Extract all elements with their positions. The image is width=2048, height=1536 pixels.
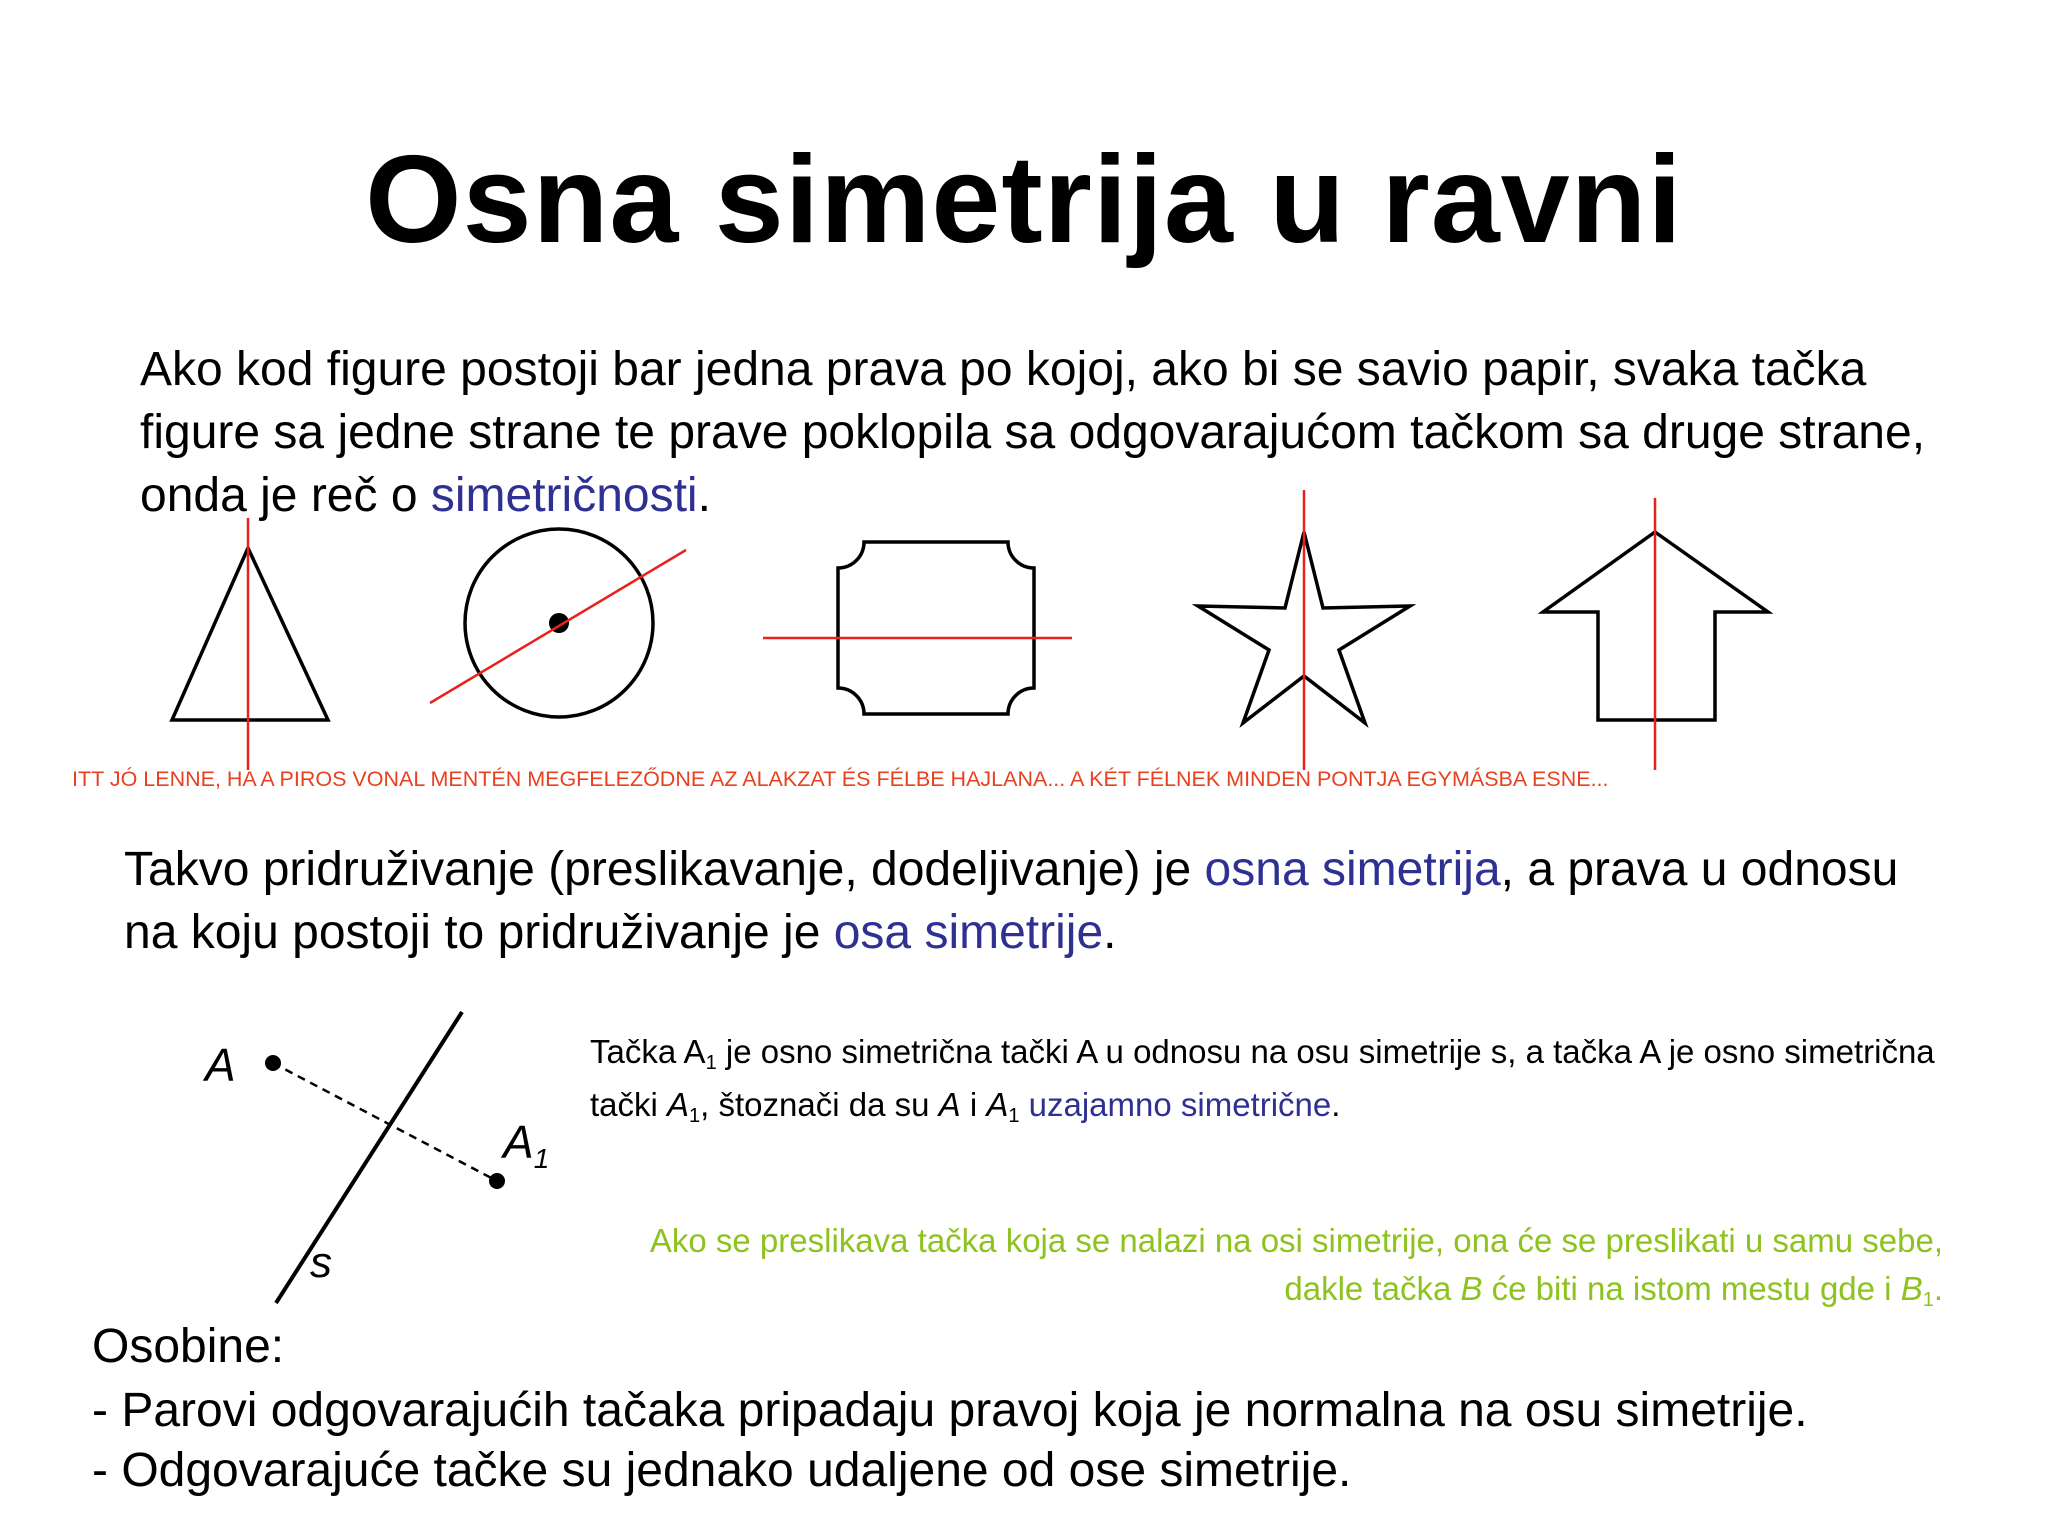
green-note-paragraph [600,1217,1943,1313]
properties-heading: Osobine: [92,1320,285,1373]
explanation-text-5 [1019,1086,1028,1123]
explanation-paragraph [590,1025,2010,1131]
point-a1-dot [489,1173,505,1189]
explanation-sub-3: 1 [1008,1105,1020,1127]
rounded-square-shape [838,542,1034,714]
dashed-connector [273,1063,497,1181]
circle-axis [430,550,686,703]
explanation-text-2: je osno simetrična tački A u odnosu na osu simetrije s, a tačka A je osno simetrična tački [590,1033,1935,1123]
definition-text-1: Takvo pridruživanje (preslikavanje, dodeljivanje) je [124,843,1205,896]
term-axial-symmetry: osna simetrija [1204,843,1501,896]
definition-text-3: . [1103,906,1117,959]
explanation-text-3: , štoznači da su [700,1086,939,1123]
explanation-italic-a: A [938,1086,961,1123]
intro-text: Ako kod figure postoji bar jedna prava po kojoj, ako bi se savio papir, svaka tačka figure sa jedne strane te prave poklopila sa odgovarajućom tačkom sa druge strane, onda je reč o [140,343,1926,522]
page-title: Osna simetrija u ravni [365,131,1683,269]
point-symmetry-diagram [0,1000,560,1320]
definition-paragraph [124,838,1924,964]
green-note-text-1: Ako se preslikava tačka koja se nalazi na osi simetrije, ona će se preslikati u samu sebe, dakle tačka [649,1222,1943,1307]
point-a-dot [265,1055,281,1071]
explanation-text-1: Tačka A [590,1033,706,1070]
green-note-italic-b1: B [1900,1270,1923,1307]
triangle-shape [172,548,328,720]
explanation-italic-a1: A [667,1086,690,1123]
term-symmetry: simetričnosti [430,469,698,522]
symmetry-axis-line [276,1012,462,1303]
green-note-text-3: . [1933,1270,1943,1307]
explanation-italic-a1-second: A [986,1086,1009,1123]
property-item: - Odgovarajuće tačke su jednako udaljene od ose simetrije. [92,1444,1352,1497]
translator-note: ITT JÓ LENNE, HA A PIROS VONAL MENTÉN MEGFELEZŐDNE AZ ALAKZAT ÉS FÉLBE HAJLANA... A KÉT FÉLNEK MINDEN PONTJA EGYMÁSBA ESNE... [72,767,1609,791]
property-item: - Parovi odgovarajućih tačaka pripadaju pravoj koja je normalna na osu simetrije. [92,1384,1808,1437]
axis-s-label: s [310,1238,332,1287]
intro-end: . [697,469,711,522]
term-mutually-symmetric: uzajamno simetrične [1028,1086,1332,1123]
definition-text-2: , a prava u odnosu na koju postoji to pridruživanje je [124,843,1899,959]
explanation-sub-2: 1 [689,1105,701,1127]
term-axis: osa simetrije [833,906,1104,959]
explanation-text-6: . [1331,1086,1341,1123]
symmetry-shapes [0,480,2048,780]
green-note-italic-b: B [1460,1270,1483,1307]
green-note-sub: 1 [1922,1289,1934,1311]
point-a1-letter: A [503,1116,534,1168]
green-note-text-2: će biti na istom mestu gde i [1482,1270,1901,1307]
point-a1-subscript: 1 [533,1143,550,1174]
point-a1-label [503,1115,549,1175]
point-a-label: A [205,1039,236,1091]
explanation-text-4: i [960,1086,987,1123]
explanation-sub-1: 1 [705,1052,717,1074]
